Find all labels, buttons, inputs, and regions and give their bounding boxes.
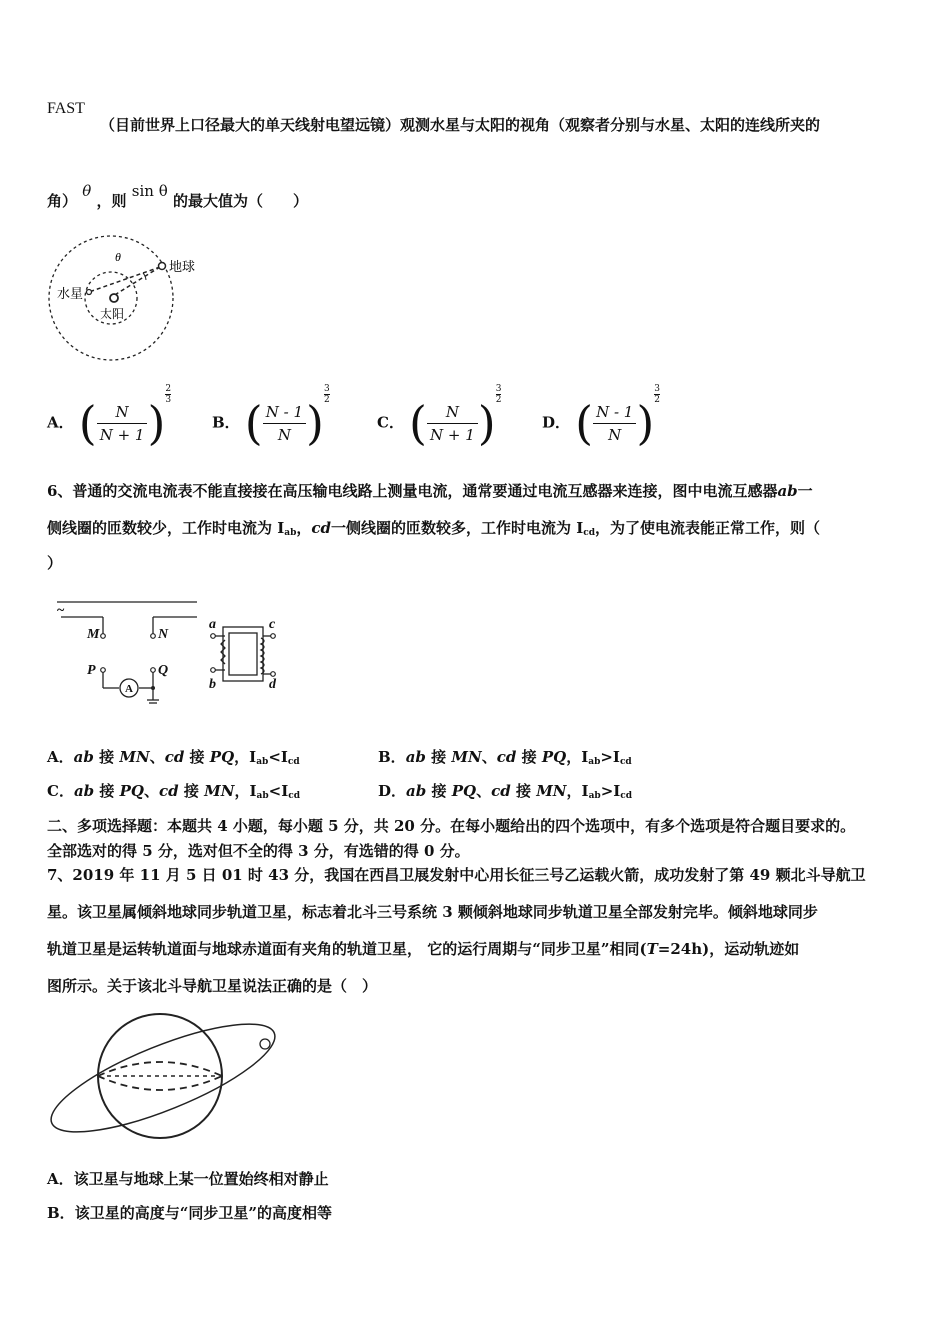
q6-option-c[interactable]: C．ab 接 PQ、cd 接 MN，$I_{ab}<I_{cd}$	[47, 782, 300, 801]
mercury-label: 水星	[57, 287, 84, 302]
svg-text:~: ~	[57, 603, 65, 618]
sun-dot	[110, 294, 118, 302]
orbit-diagram	[45, 232, 215, 367]
svg-text:a: a	[209, 617, 216, 632]
svg-text:b: b	[209, 677, 216, 692]
svg-text:M: M	[87, 627, 100, 642]
q6-option-a[interactable]: A．ab 接 MN、cd 接 PQ，$I_{ab}<I_{cd}$	[47, 748, 300, 767]
q7-line2: 星。该卫星属倾斜地球同步轨道卫星，标志着北斗三号系统 3 颗倾斜地球同步轨道卫星全部发射完毕。倾斜地球同步	[47, 903, 818, 921]
q5-options	[47, 384, 927, 460]
q5-option-c[interactable]: C． ( $\frac{N}{N + 1}$ ) $\frac{3}{2}$	[377, 384, 502, 450]
svg-text:c: c	[269, 617, 276, 632]
satellite-icon	[260, 1039, 270, 1049]
equator-front	[98, 1076, 222, 1090]
q7-line3: 轨道卫星是运转轨道面与地球赤道面有夹角的轨道卫星， 它的运行周期与“同步卫星”相同(T=24h)，运动轨迹如	[47, 940, 800, 958]
satellite-orbit-diagram	[45, 1008, 285, 1143]
q7-option-a[interactable]: A．该卫星与地球上某一位置始终相对静止	[47, 1170, 329, 1188]
q6-option-b[interactable]: B．ab 接 MN、cd 接 PQ，$I_{ab}>I_{cd}$	[378, 748, 632, 767]
fast-label: FAST	[47, 100, 85, 117]
sin-theta: sin θ	[131, 182, 168, 200]
svg-text:N: N	[158, 627, 169, 642]
theta-symbol: θ	[82, 182, 92, 200]
q5-line1: （目前世界上口径最大的单天线射电望远镜）观测水星与太阳的视角（观察者分别与水星、太阳的连线所夹的	[100, 116, 821, 134]
q5-line2: 角） θ ，则 sin θ 的最大值为（ ）	[47, 182, 308, 210]
q6-option-d[interactable]: D．ab 接 PQ、cd 接 MN，$I_{ab}>I_{cd}$	[378, 782, 633, 801]
circuit-diagram	[55, 592, 290, 707]
q7-line4: 图所示。关于该北斗导航卫星说法正确的是（ ）	[47, 977, 378, 995]
sun-label: 太阳	[100, 307, 125, 321]
section2-line2: 全部选对的得 5 分，选对但不全的得 3 分，有选错的得 0 分。	[47, 842, 470, 860]
q6-line2: 侧线圈的匝数较少，工作时电流为 $I_{ab}$，cd一侧线圈的匝数较多，工作时电流为 $I_{cd}$，为了使电流表能正常工作，则（	[47, 519, 821, 538]
q7-option-b[interactable]: B．该卫星的高度与“同步卫星”的高度相等	[47, 1204, 332, 1222]
line-to-mercury	[89, 267, 160, 292]
diagram-theta: θ	[115, 250, 121, 264]
section2-line1: 二、多项选择题：本题共 4 小题，每小题 5 分，共 20 分。在每小题给出的四个选项中，有多个选项是符合题目要求的。	[47, 817, 856, 835]
mercury-dot	[87, 290, 92, 295]
svg-text:P: P	[87, 663, 96, 678]
q7-line1: 7、2019 年 11 月 5 日 01 时 43 分，我国在西昌卫展发射中心用长征三号乙运载火箭，成功发射了第 49 颗北斗导航卫	[47, 866, 866, 884]
q6-line3: ）	[47, 554, 63, 572]
q6-line1: 6、普通的交流电流表不能直接接在高压输电线路上测量电流，通常要通过电流互感器来连接，图中电流互感器ab一	[47, 482, 813, 500]
svg-text:Q: Q	[158, 663, 169, 678]
earth-label: 地球	[169, 260, 196, 275]
q5-option-b[interactable]: B． ( $\frac{N - 1}{N}$ ) $\frac{3}{2}$	[212, 384, 330, 450]
q5-option-a[interactable]: A． ( $\frac{N}{N + 1}$ ) $\frac{2}{3}$	[47, 384, 172, 450]
svg-text:A: A	[125, 683, 133, 695]
angle-arc	[143, 273, 146, 280]
earth-dot	[159, 263, 166, 270]
svg-text:d: d	[269, 677, 276, 692]
q5-option-d[interactable]: D． ( $\frac{N - 1}{N}$ ) $\frac{3}{2}$	[542, 384, 661, 450]
